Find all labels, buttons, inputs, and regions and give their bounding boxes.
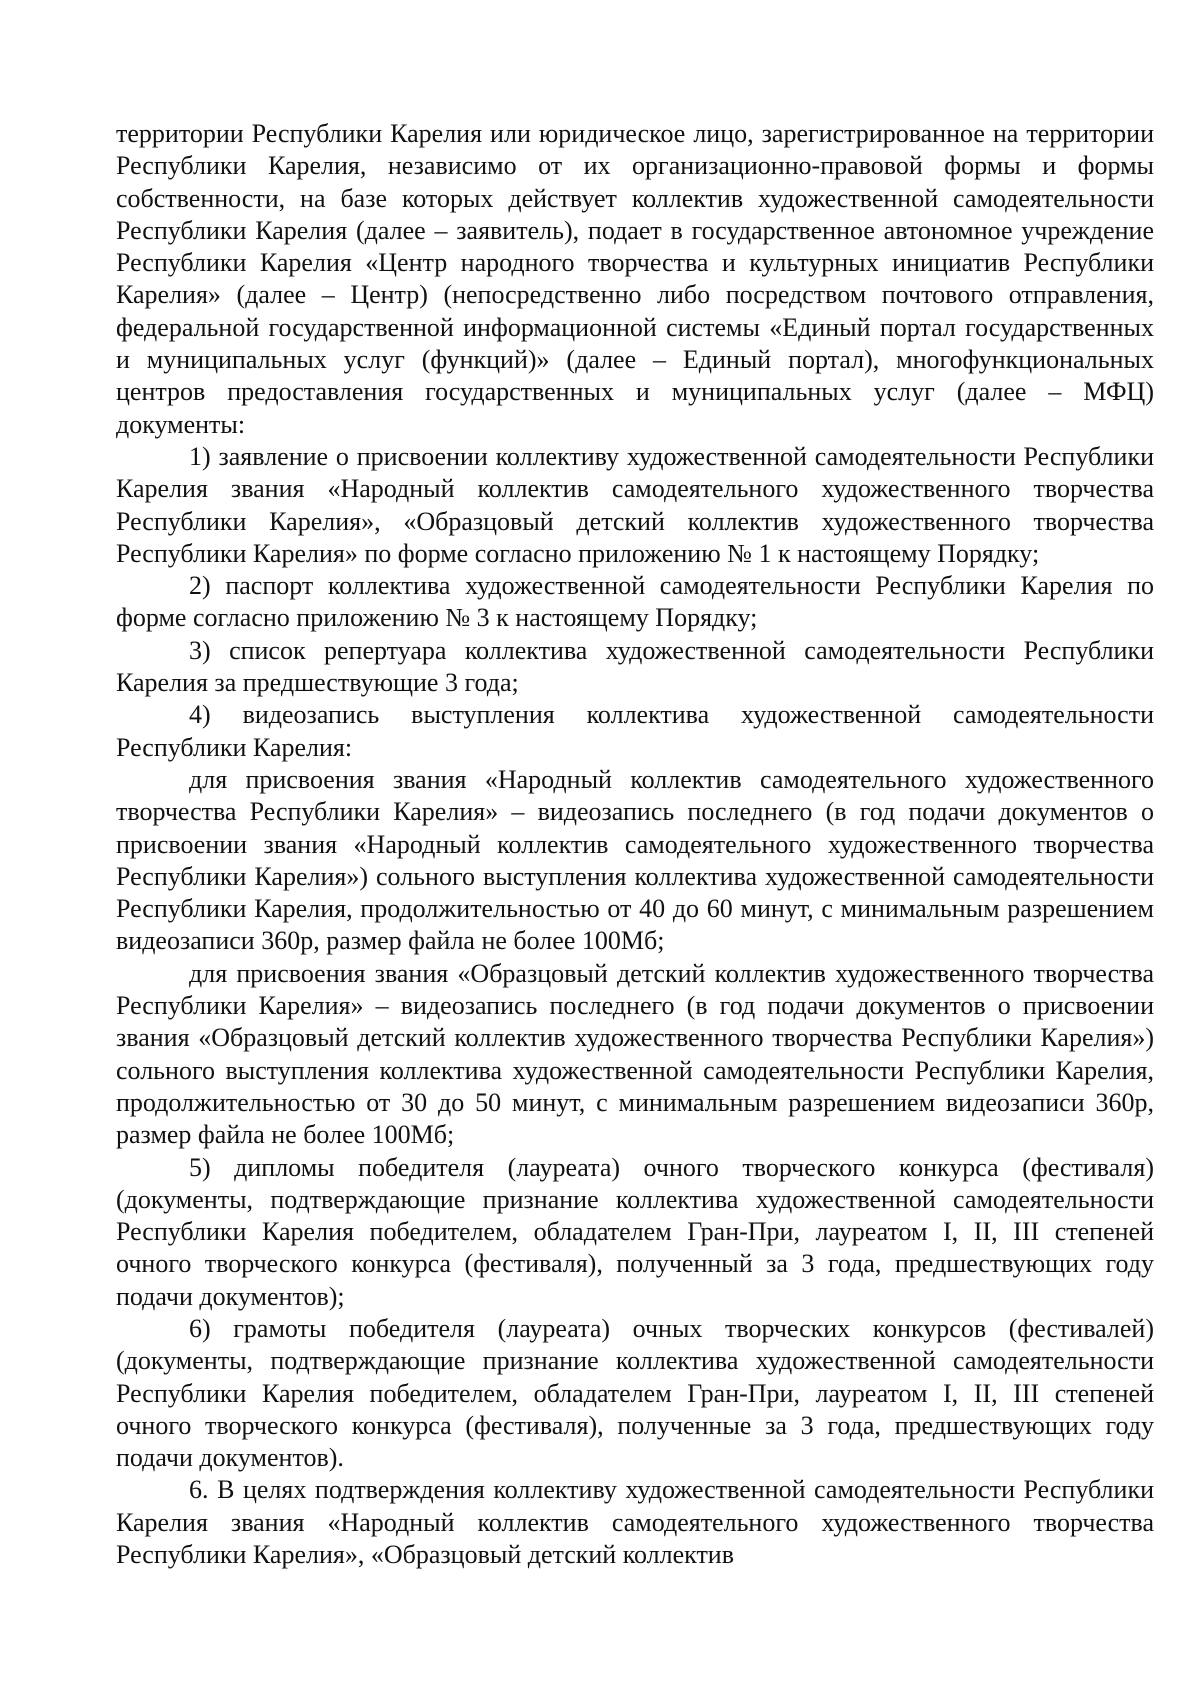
paragraph-item-4: 4) видеозапись выступления коллектива художественной самодеятельности Республики Карелия:: [116, 700, 1154, 762]
paragraph-item-4-narodny: для присвоения звания «Народный коллектив самодеятельного художественного творчества Республики Карелия» – видеозапись последнего (в год подачи документов о присвоении звания «Народный коллектив самодеятельного художественного творчества Республики Карелия») сольного выступления коллектива художественной самодеятельности Республики Карелия, продолжительностью от 40 до 60 минут, с минимальным разрешением видеозаписи 360р, размер файла не более 100Мб;: [116, 764, 1154, 956]
paragraph-item-4-obraztsovy: для присвоения звания «Образцовый детский коллектив художественного творчества Республики Карелия» – видеозапись последнего (в год подачи документов о присвоении звания «Образцовый детский коллектив художественного творчества Республики Карелия») сольного выступления коллектива художественной самодеятельности Республики Карелия, продолжительностью от 30 до 50 минут, с минимальным разрешением видеозаписи 360р, размер файла не более 100Мб;: [116, 958, 1154, 1150]
paragraph-item-1: 1) заявление о присвоении коллективу художественной самодеятельности Республики Карелия звания «Народный коллектив самодеятельного художественного творчества Республики Карелия», «Образцовый детский коллектив художественного творчества Республики Карелия» по форме согласно приложению № 1 к настоящему Порядку;: [116, 441, 1154, 568]
paragraph-item-6: 6) грамоты победителя (лауреата) очных творческих конкурсов (фестивалей) (документы, подтверждающие признание коллектива художественной самодеятельности Республики Карелия победителем, обладателем Гран-При, лауреатом I, II, III степеней очного творческого конкурса (фестиваля), полученные за 3 года, предшествующих году подачи документов).: [116, 1313, 1154, 1473]
paragraph-continuation: территории Республики Карелия или юридическое лицо, зарегистрированное на территории Республики Карелия, независимо от их организационно-правовой формы и формы собственности, на базе которых действует коллектив художественной самодеятельности Республики Карелия (далее – заявитель), подает в государственное автономное учреждение Республики Карелия «Центр народного творчества и культурных инициатив Республики Карелия» (далее – Центр) (непосредственно либо посредством почтового отправления, федеральной государственной информационной системы «Единый портал государственных и муниципальных услуг (функций)» (далее – Единый портал), многофункциональных центров предоставления государственных и муниципальных услуг (далее – МФЦ) документы:: [116, 119, 1154, 439]
paragraph-section-6: 6. В целях подтверждения коллективу художественной самодеятельности Республики Карелия звания «Народный коллектив самодеятельного художественного творчества Республики Карелия», «Образцовый детский коллектив: [116, 1475, 1154, 1570]
paragraph-item-3: 3) список репертуара коллектива художественной самодеятельности Республики Карелия за предшествующие 3 года;: [116, 635, 1154, 698]
paragraph-item-5: 5) дипломы победителя (лауреата) очного творческого конкурса (фестиваля) (документы, подтверждающие признание коллектива художественной самодеятельности Республики Карелия победителем, обладателем Гран-При, лауреатом I, II, III степеней очного творческого конкурса (фестиваля), полученный за 3 года, предшествующих году подачи документов);: [116, 1152, 1154, 1311]
paragraph-item-2: 2) паспорт коллектива художественной самодеятельности Республики Карелия по форме согласно приложению № 3 к настоящему Порядку;: [116, 571, 1154, 633]
document-body: [116, 118, 1154, 1571]
